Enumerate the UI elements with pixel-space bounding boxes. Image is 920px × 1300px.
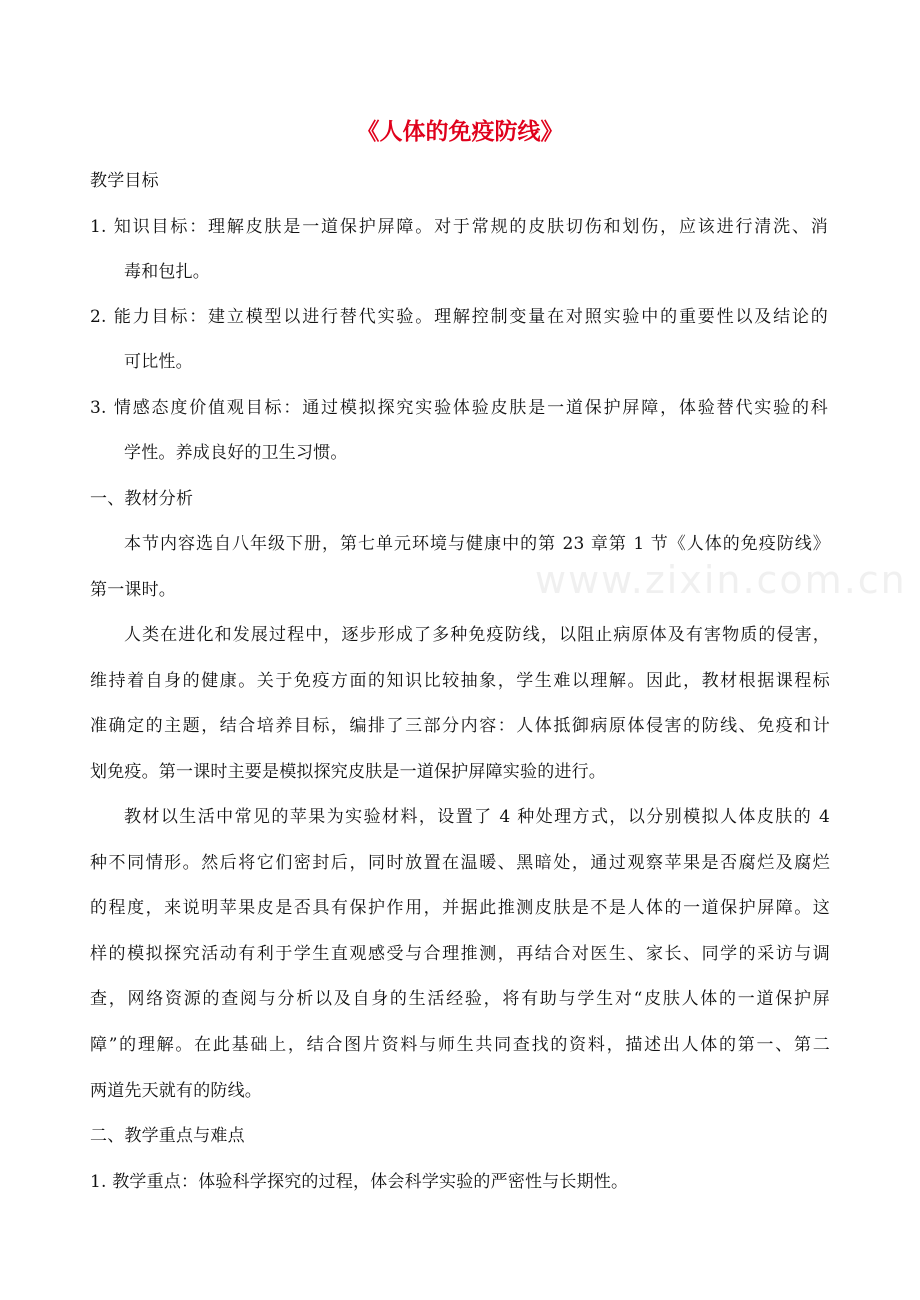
- paragraph-1-line-1: 本节内容选自八年级下册，第七单元环境与健康中的第 23 章第 1 节《人体的免疫防线》: [124, 534, 830, 554]
- section-heading-objectives: 教学目标: [90, 171, 159, 191]
- paragraph-3-line-1: 教材以生活中常见的苹果为实验材料，设置了 4 种处理方式，以分别模拟人体皮肤的 4: [124, 807, 830, 827]
- paragraph-3-line-5: 查，网络资源的查阅与分析以及自身的生活经验，将有助与学生对“皮肤人体的一道保护屏: [90, 989, 830, 1009]
- paragraph-3-line-6: 障”的理解。在此基础上，结合图片资料与师生共同查找的资料，描述出人体的第一、第二: [90, 1035, 830, 1055]
- document-title: 《人体的免疫防线》: [356, 119, 564, 145]
- paragraph-3-line-3: 的程度，来说明苹果皮是否具有保护作用，并据此推测皮肤是不是人体的一道保护屏障。这: [90, 898, 830, 918]
- objective-3-line-2: 学性。养成良好的卫生习惯。: [124, 443, 348, 463]
- objective-2-line-1: 2. 能力目标：建立模型以进行替代实验。理解控制变量在对照实验中的重要性以及结论的: [90, 307, 828, 327]
- objective-2-line-2: 可比性。: [124, 352, 193, 372]
- key-point-1: 1. 教学重点：体验科学探究的过程，体会科学实验的严密性与长期性。: [90, 1172, 629, 1192]
- paragraph-2-line-2: 维持着自身的健康。关于免疫方面的知识比较抽象，学生难以理解。因此，教材根据课程标: [90, 671, 830, 691]
- paragraph-2-line-3: 准确定的主题，结合培养目标，编排了三部分内容：人体抵御病原体侵害的防线、免疫和计: [90, 716, 830, 736]
- section-heading-key-points: 二、教学重点与难点: [90, 1126, 245, 1146]
- watermark: www.zixin.com.cn: [535, 558, 907, 602]
- objective-1-line-1: 1. 知识目标：理解皮肤是一道保护屏障。对于常规的皮肤切伤和划伤，应该进行清洗、消: [90, 217, 828, 237]
- paragraph-1-line-2: 第一课时。: [90, 580, 176, 600]
- paragraph-3-line-2: 种不同情形。然后将它们密封后，同时放置在温暖、黑暗处，通过观察苹果是否腐烂及腐烂: [90, 853, 830, 873]
- paragraph-2-line-4: 划免疫。第一课时主要是模拟探究皮肤是一道保护屏障实验的进行。: [90, 762, 606, 782]
- section-heading-analysis: 一、教材分析: [90, 489, 194, 509]
- objective-1-line-2: 毒和包扎。: [124, 262, 210, 282]
- paragraph-3-line-7: 两道先天就有的防线。: [90, 1081, 262, 1101]
- paragraph-2-line-1: 人类在进化和发展过程中，逐步形成了多种免疫防线，以阻止病原体及有害物质的侵害，: [124, 625, 830, 645]
- objective-3-line-1: 3. 情感态度价值观目标：通过模拟探究实验体验皮肤是一道保护屏障，体验替代实验的科: [90, 398, 828, 418]
- paragraph-3-line-4: 样的模拟探究活动有利于学生直观感受与合理推测，再结合对医生、家长、同学的采访与调: [90, 944, 830, 964]
